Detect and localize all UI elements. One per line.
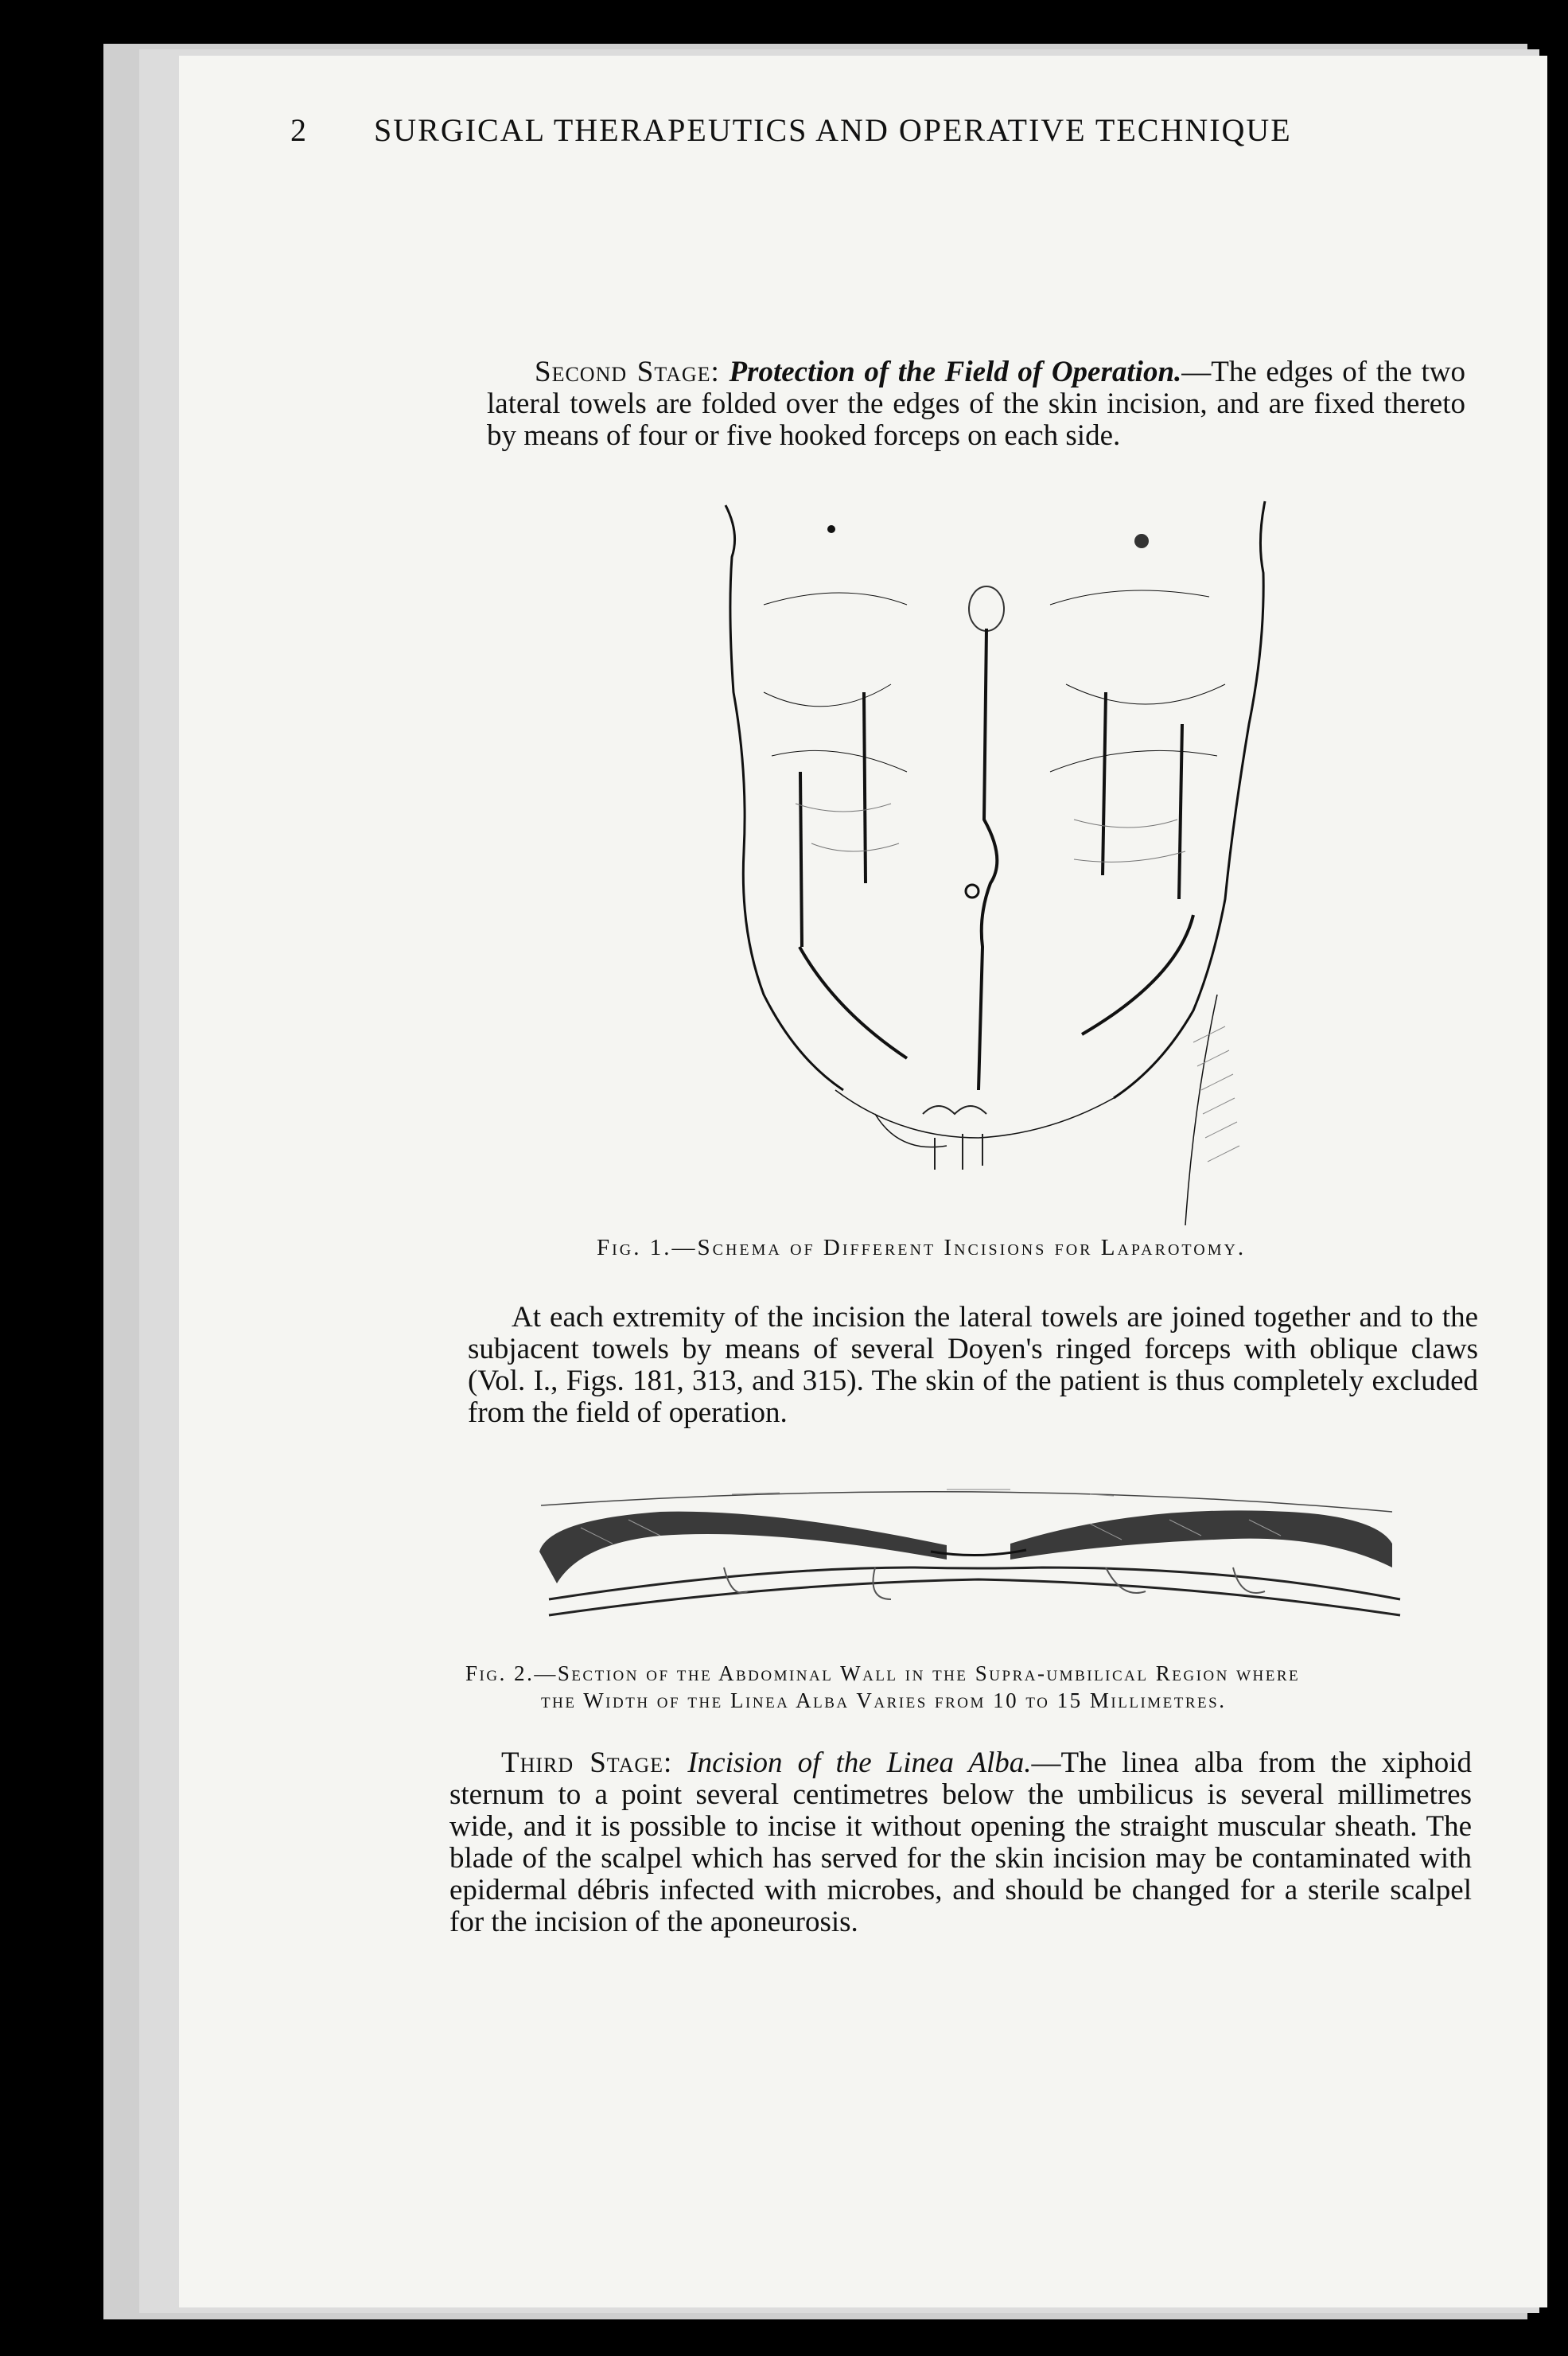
running-title: SURGICAL THERAPEUTICS AND OPERATIVE TECHNIQUE (374, 112, 1292, 148)
paragraph-third-stage (449, 1747, 1472, 1938)
figure-1-torso-illustration (716, 485, 1289, 1233)
figure-2-caption-line-1: Fig. 2.—Section of the Abdominal Wall in the Supra-umbilical Region where (465, 1661, 1301, 1685)
figure-2-abdominal-wall-section (533, 1480, 1424, 1639)
third-stage-title: Incision of the Linea Alba. (687, 1747, 1032, 1779)
second-stage-title: Protection of the Field of Operation. (729, 356, 1182, 388)
figure-1-caption: Fig. 1.—Schema of Different Incisions for Laparotomy. (597, 1235, 1247, 1260)
paragraph-extremity: At each extremity of the incision the lateral towels are joined together and to the subjacent towels by means of several Doyen's ringed forceps with oblique claws (Vol. I., Figs. 181, 313, and 315). The skin of the patient is thus completely excluded from the field of operation. (468, 1301, 1478, 1429)
second-stage-heading: Second Stage: (535, 356, 720, 388)
paragraph-second-stage-text (487, 356, 1465, 452)
second-stage-body: —The edges of the two lateral towels are folded over the edges of the skin incision, and are fixed thereto by means of four or five hooked forceps on each side. (487, 356, 1466, 452)
figure-2-caption-line-2: the Width of the Linea Alba Varies from 10 to 15 Millimetres. (541, 1688, 1227, 1712)
third-stage-heading: Third Stage: (501, 1747, 673, 1779)
third-stage-body: —The linea alba from the xiphoid sternum to a point several centimetres below the umbilicus is several millimetres wide, and it is possible to incise it without opening the straight muscular sheath. The blade of the scalpel which has served for the skin incision may be contaminated with epidermal débris infected with microbes, and should be changed for a sterile scalpel for the incision of the aponeurosis. (449, 1747, 1472, 1938)
page-number: 2 (290, 112, 308, 148)
